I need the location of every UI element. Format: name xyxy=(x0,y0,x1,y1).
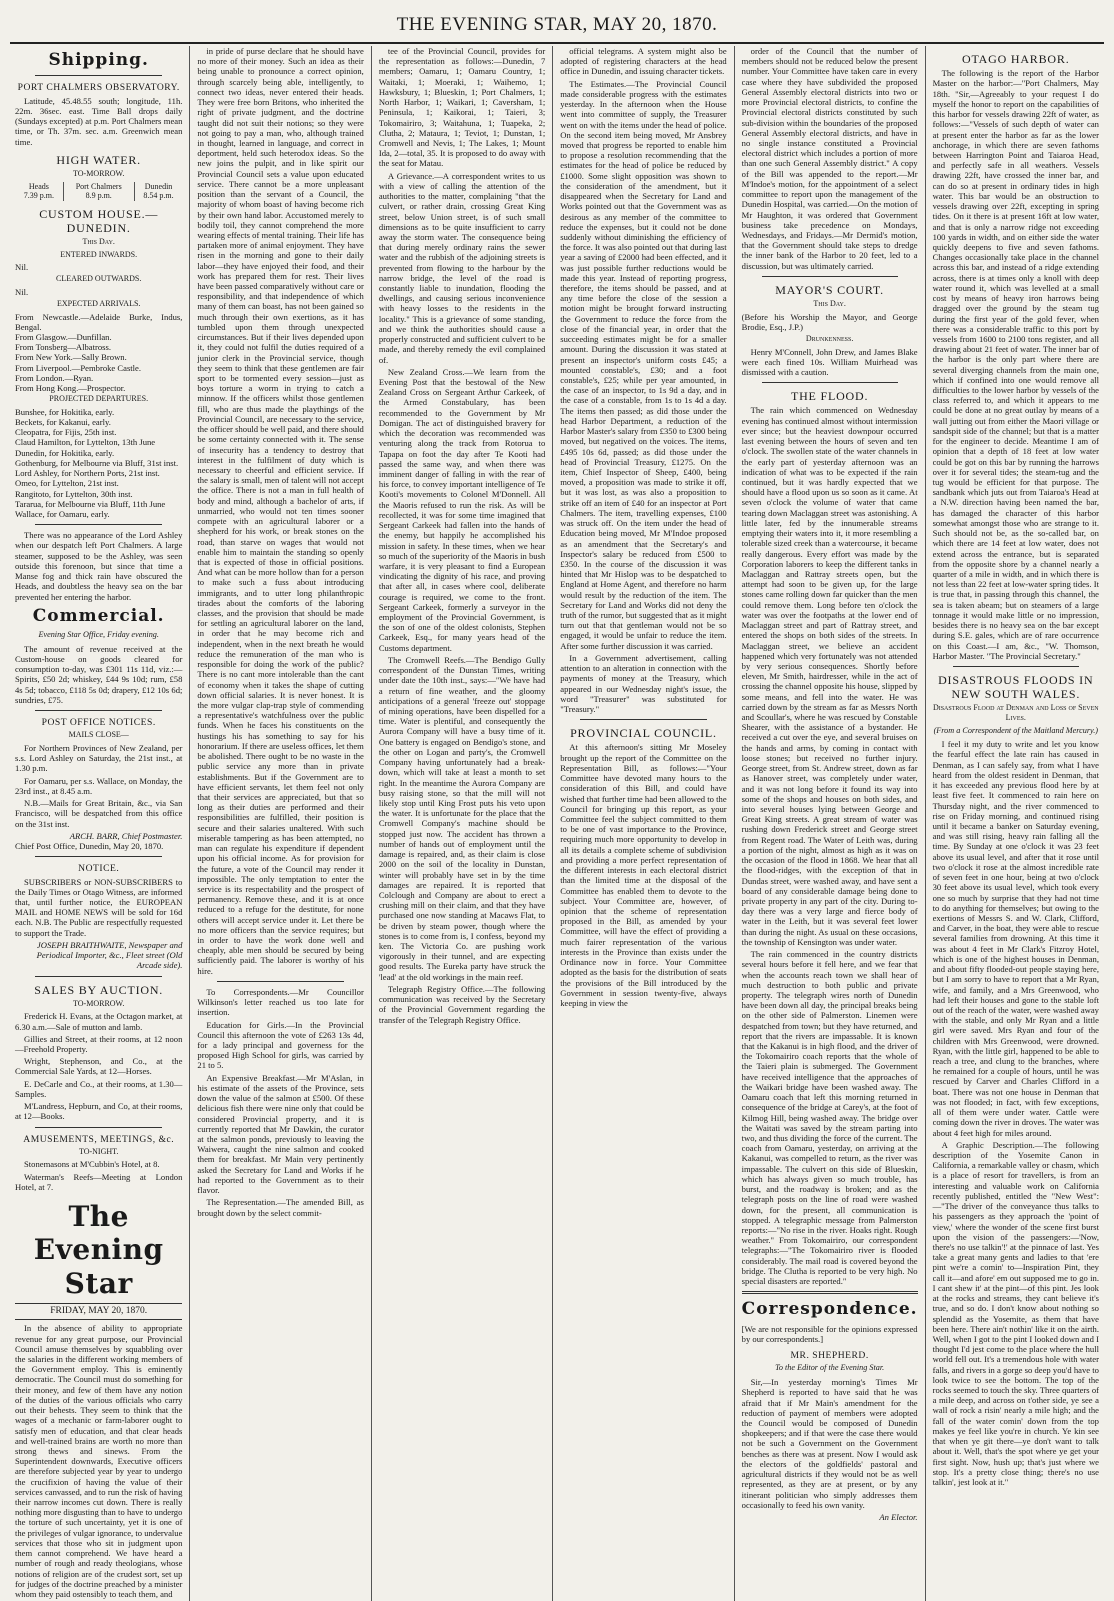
commercial-office: Evening Star Office, Friday evening. xyxy=(38,629,159,639)
post-signature: ARCH. BARR, Chief Postmaster. xyxy=(69,830,183,841)
divider xyxy=(35,710,162,711)
arrival-item: From Glasgow.—Dunfillan. xyxy=(15,332,112,342)
news-item: official telegrams. A system might also be adopted of registering characters at the head office in Dunedin, and issuing character tickets. xyxy=(560,46,727,77)
custom-house-day: This Day. xyxy=(82,237,115,247)
news-item: The Estimates.—The Provincial Council made considerable progress with the estimates yesterday. In the afternoon when the House went into committee of supply, the Treasurer went on with the items under the head of police. On the second item being moved, Mr Ansbrey moved that progress be reported to enable him to propose a resolution recommending that the estimates for the head of police be reduced by £1000. Some slight opposition was shown to the consideration of the amendment, but it disappeared when the Secretary for Land and Works pointed out that the Government was as desirous as any member of the committee to reduce the expenses, but it could not be done suddenly without diminishing the efficiency of the force. It was also pointed out that during last year a saving of £2000 had been effected, and it was just possible further reductions would be made this year. Instead of reporting progress, therefore, the items should be passed, and at any time before the close of the session a motion might be brought forward instructing the Government to reduce the force from the close of the financial year, in order that the succeeding estimates might be for a smaller amount. During the discussion it was stated at present an inspector's uniform costs £45; a mounted constable's, £30; and a foot constable's, £25; while per year amounted, in the case of an inspector, to 1s 9d a day, and in the case of a constable, from 1s to 1s 4d a day. The items then passed; as did those under the head Harbor Department, a reduction of the Harbor Master's salary from £350 to £300 being moved, but negatived on the voices. The items, £495 10s 6d, passed; as did those under the head of Provincial Treasury, £1275. On the item, Chief Inspector of Sheep, £400, being moved, a proposition was made to strike it off, but it was lost, as was also a proposition to strike off an item of £40 for an inspector at Port Chalmers. The item, travelling expenses, £100 was struck off. On the item under the head of Education being moved, Mr M'Indoe proposed as an amendment that the Secretary's and Inspector's salary be reduced from £500 to £350. In the course of the discussion it was hinted that Mr Hislop was to be despatched to England at Home Agent, and therefore no harm would result by the reduction of the item. The Secretary for Land and Works did not deny the truth of the rumor, but suggested that as it might turn out that that gentleman would not be so engaged, it would be unfair to reduce the item. After some further discussion it was carried. xyxy=(560,78,727,651)
news-item: A Grievance.—A correspondent writes to us with a view of calling the attention of the authorities to the matter, complaining "that the culvert, or rather drain, crossing Great King street, below Union street, is of such small dimensions as to be quite insufficient to carry away the storm water. The consequence being that during merely ordinary rains the sewer water and the rubbish of the adjoining streets is prevented from flowing to the harbour by the narrow bridge, the level of the road is constantly liable to inundation, flooding the dwellings, and causing serious inconvenience with heavy losses to the residents in the locality." This is a grievance of some standing, and we think the authorities should cause a properly constructed and sufficient culvert to be made, and thereby remedy the evil complained of. xyxy=(378,170,546,365)
mayors-court-heading: MAYOR'S COURT. xyxy=(775,282,884,297)
drunkenness-heading: Drunkenness. xyxy=(805,334,854,344)
column-3 xyxy=(371,46,552,1601)
amusements-tonight: TO-NIGHT. xyxy=(78,1146,119,1156)
notice-text: SUBSCRIBERS or NON-SUBSCRIBERS to the Daily Times or Otago Witness, are informed that, until further notice, the EUROPEAN MAIL and HOME NEWS will be sold for 16d each. N.B. The Public are respectfully requested to support the Trade. xyxy=(15,876,183,938)
columns-container xyxy=(8,46,1106,1599)
mayors-court-day: This Day. xyxy=(813,299,846,309)
post-text: For Northern Provinces of New Zealand, per s.s. Lord Ashley on Saturday, the 21st inst., at 1.30 p.m. xyxy=(15,742,183,774)
notice-heading: NOTICE. xyxy=(78,863,120,875)
amusement-item: Waterman's Reefs—Meeting at London Hotel, at 7. xyxy=(15,1171,183,1192)
news-item-education: Education for Girls.—In the Provincial Council this afternoon the vote of £263 13s 4d, for a lady principal and governess for the proposed High School for girls, was carried by 21 to 5. xyxy=(197,1019,364,1071)
auction-item: E. DeCarle and Co., at their rooms, at 1.30—Samples. xyxy=(15,1078,183,1099)
news-item-breakfast: An Expensive Breakfast.—Mr M'Aslan, in his estimate of the assets of the Province, sets down the value of the salmon at £500. Of these delicious fish there were nine only that could be considered Provincial property, and it is currently reported that Mr Dawkin, the curator at the salmon ponds, previously to leaving the Waiwera, caught the nine salmon and cooked them for breakfast. Mr Main very pertinently asked the Secretary for Land and Works if he had reported to the Government as to their flavor. xyxy=(197,1072,364,1196)
mails-close-label: MAILS CLOSE— xyxy=(68,730,129,740)
divider xyxy=(217,981,343,982)
shepherd-to-editor: To the Editor of the Evening Star. xyxy=(775,1363,885,1373)
divider xyxy=(35,1127,162,1128)
leader-dateline: FRIDAY, MAY 20, 1870. xyxy=(15,1303,182,1320)
amusements-heading: AMUSEMENTS, MEETINGS, &c. xyxy=(23,1133,175,1145)
divider xyxy=(35,976,162,977)
graphic-description-text: A Graphic Description.—The following description of the Yosemite Canon in California, a remarkable valley or chasm, which is a place of resort for travellers, is from an interesting and valuable work on California recently published, entitled the "New West":—"The driver of the conveyance thus talks to his passengers as they approach the 'point of view,' where the wonder of the scene first burst upon the vision of the passengers:—'Now, there's no use talkin'!' at the pinnace of last. Yes take a great many gents and ladies to that 'ere pint we're a comin' to—Inspiration Pint, they call it—and afore' em out supposed me to go in. I cant shew it' at the pint—of this pint. Jes look at the rocks and streams, they cant believe it's true, and so do. I don't know about nothing so splendid as the Yosemite, as them that have been here. There ain't nothin' like it on the airth. Well, when I got to the pint I looked down and I thought I'd jest come to the place where the hull world fell out. It's a tremendous hole with water falls, and rivers in a gorge so deep you'd have to look twice to see the bottom. The top of the rocks seemed to touch the sky. Three quarters of a mile deep, and across on t'other side, ye see a wall of rock a risin' nearly a mile high; and the fall of the water comin' down from the top makes ye feel like you're in church. Ye kin see that when ye git there—ye don't want to talk about it. Well, that's the spot where ye get your first sight. Now, hush up; that's just where we stop. It's a pretty close thing; there's no use talkin', jest look at it." xyxy=(932,1139,1099,1488)
departure-item: Omeo, for Lyttelton, 21st inst. xyxy=(15,478,119,489)
observatory-heading: PORT CHALMERS OBSERVATORY. xyxy=(17,82,180,94)
tide-table-header-row xyxy=(15,182,182,192)
tide-cell: Heads xyxy=(28,181,49,191)
divider xyxy=(580,719,706,720)
flood-text: The rain commenced in the country districts several hours before it fell here, and we fear that when the accounts reach town we shall hear of much destruction to both public and private property. The telegraph wires north of Dunedin have been down all day, the principal breaks being on the other side of Palmerston. Linemen were despatched from town; but they have returned, and report that the rivers are impassable. It is known that the Kakanui is in high flood, and the driver of the Tokomairiro coach reports that the whole of the Taieri plain is submerged. The Government have received intelligence that the approaches of the Waikari bridge have been washed away. The Oamaru coach that left this morning returned in consequence of the bridge at Carey's, at the foot of Kilmog Hill, being washed away. The bridge over the Waitati was saved by the stream parting into two, and thus dividing the force of the current. The coach from Oamaru, yesterday, on arriving at the Kakanui, was compelled to return, as the river was impassable. The culvert on this side of Blueskin, which has always given so much trouble, has burst, and the roadway is broken; and as the telegraph posts on the line of road were washed down, for the present, all communication is stopped. A telegraphic message from Palmerston reports:—"No rise in the river. Hoaks right. Rough weather." From Tokomairiro, our correspondent telegraphs:—"The Tokomairiro river is flooded considerably. The mail road is covered beyond the bridge. The Clutha is reported to be very high. No special disasters are reported." xyxy=(741,949,918,1287)
news-item: Telegraph Registry Office.—The following communication was received by the Secretary of the Provincial Government regarding the transfer of the Telegraph Registry Office. xyxy=(378,983,546,1025)
provincial-council-text: At this afternoon's sitting Mr Moseley brought up the report of the Committee on the Representation Bill, as follows:—"Your Committee have devoted many hours to the consideration of this Bill, and could have wished that further time had been allowed to the Council for bringing up this report, as your Committee feel the subject committed to them to be one of vast importance to the Province, requiring much more opportunity to develop in all its details a complete scheme of subdivision and providing a more perfect representation of the different interests in each electoral district than the limited time at the disposal of the Committee has enabled them to devote to the subject. Your Committee are, however, of opinion that the scheme of representation proposed in the Bill, as amended by your Committee, will have the effect of providing a much fairer representation of the various interests in the Province than exists under the Ordinance now in force. Your Committee adopted as the basis for the distribution of seats the provisions of the Bill introduced by the Government in session twenty-five, always keeping in view the xyxy=(560,742,727,1008)
news-item-representation: The Representation.—The amended Bill, as brought down by the select commit- xyxy=(197,1197,364,1218)
amusement-item: Stonemasons at M'Cubbin's Hotel, at 8. xyxy=(24,1159,160,1170)
leader-article: In the absence of ability to appropriate revenue for any great purpose, our Provincial Council amuse themselves by squabbling over the salaries in the different working members of the Government employ. This is eminently democratic. The Council must do something for their money, and few of them have any notion of the duties of the various officials who carry out their behests. They seem to think that the wages of a mechanic or farm-laborer ought to satisfy men of education, and that clear heads and well-trained brains are worth no more than strong thews and sinews. From the Superintendent downwards, Executive officers are therefore subjected year by year to undergo the crucifixion of having the value of their services canvassed, and to run the risk of having their narrow incomes cut down. There is really nothing more disgusting than to have to undergo the torture of such uncertainty, yet it is one of the privileges of vulgar ignorance, to undervalue services that those who sit in judgment upon them cannot comprehend. We have heard a number of rough and ready theologians, whose notions of religion are of the crudest sort, set up for judges of the doctrine preached by a minister whom they paid ostensibly to teach them, and xyxy=(15,1323,183,1599)
notice-signature: JOSEPH BRAITHWAITE, Newspaper and Periodical Importer, &c., Fleet street (Old Arcade side). xyxy=(36,939,183,971)
column-1 xyxy=(8,46,189,1601)
lord-ashley-text: There was no appearance of the Lord Ashley when our despatch left Port Chalmers. A large steamer, supposed to be the Ashley, was seen outside this forenoon, but since that time a Manse fog and thick rain have obscured the Heads, and doubtless the heavy sea on the bar prevented her entering the harbor. xyxy=(15,530,183,602)
entered-inwards-text: Nil. xyxy=(15,262,29,273)
departure-item: Beckets, for Kakanui, early. xyxy=(15,417,111,428)
auction-tomorrow: TO-MORROW. xyxy=(73,998,125,1008)
departure-item: Lord Ashley, for Northern Ports, 21st inst. xyxy=(15,468,160,479)
news-item: In a Government advertisement, calling attention to an alteration in connection with the payments of money at the Treasury, which appeared in our Wednesday night's issue, the word "Treasurer" was substituted for "Treasury." xyxy=(560,652,727,714)
page-masthead xyxy=(10,6,1104,44)
high-water-tomorrow: TO-MORROW. xyxy=(73,168,125,178)
commercial-text: The amount of revenue received at the Custom-house on goods cleared for consumption to-day, was £301 11s 11d, viz.:—Spirits, £50 2d; whiskey, £44 9s 10d; rum, £58 4s 5d; tobacco, £118 5s 0d; drapery, £12 10s 6d; sundries, £75. xyxy=(15,643,183,705)
tide-cell: 7.39 p.m. xyxy=(23,191,54,201)
post-signature-place: Chief Post Office, Dunedin, May 20, 1870. xyxy=(15,840,164,851)
auction-heading: SALES BY AUCTION. xyxy=(34,982,164,997)
high-water-heading: HIGH WATER. xyxy=(56,152,141,167)
floods-nsw-heading: DISASTROUS FLOODS IN NEW SOUTH WALES. xyxy=(938,672,1094,702)
arrival-item: From Liverpool.—Pembroke Castle. xyxy=(15,362,142,373)
observatory-text: Latitude, 45.48.55 south; longitude, 11h. 22m. 36sec. east. Time Ball drops daily (Sundays excepted) at p.m. Port Chalmers mean time, or Th. 37m. sec. a.m. Greenwich mean time. xyxy=(15,95,183,147)
mayors-court-text: Henry M'Connell, John Drew, and James Blake were each fined 10s. William Muirhead was dismissed with a caution. xyxy=(741,346,918,377)
mayors-court-before: (Before his Worship the Mayor, and George Brodie, Esq., J.P.) xyxy=(741,311,918,332)
tide-cell: 8.9 p.m. xyxy=(63,191,134,201)
paper-title: The Evening Star xyxy=(33,1200,164,1300)
tide-table-row xyxy=(15,191,182,201)
auction-item: Gillies and Street, at their rooms, at 12 noon—Freehold Property. xyxy=(15,1033,183,1054)
arrival-item: From Hong Kong.—Prospector. xyxy=(15,383,126,394)
news-item: The Cromwell Reefs.—The Bendigo Gully correspondent of the Dunstan Times, writing under date the 10th inst., says:—"We have had a return of fine weather, and the gloomy anticipations of a general 'freeze out' stoppage of mining operations, have been dispelled for a time. Water is plentiful, and consequently the Aurora Company will have a busy time of it. One battery is engaged on Bendigo's stone, and the other on Logan and party's, the Cromwell Company having unfortunately had a break-down, which will take at least a month to set right. In the meantime the Aurora Company are busy raising stone, so that the mill will not likely stop until King Frost puts his veto upon the water. It is unfortunate for the place that the Cromwell Company's machine should be stopped just now. The accident has thrown a number of hands out of employment until the damage is repaired, and, as their claim is close 2000 on the soil of the locality in Dunstan, winter will probably have set in by the time damages are repaired. It is reported that Colclough and Company are about to erect a crushing mill on their claim, and that they have purchased one now standing at Macaws Flat, to be driven by steam power, though where the stones is to come from is, I confess, beyond my ken. The Victoria Co. are pushing work vigorously in their tunnel, and are expecting good results. The Eureka party have struck the 'lead' at the old workings in the main reef. xyxy=(378,654,546,982)
shepherd-heading: MR. SHEPHERD. xyxy=(790,1349,869,1361)
divider xyxy=(762,382,898,383)
post-office-heading: POST OFFICE NOTICES. xyxy=(41,717,156,729)
arrival-item: From London.—Ryan. xyxy=(15,372,94,383)
flood-heading: THE FLOOD. xyxy=(790,389,869,404)
correspondence-heading: Correspondence. xyxy=(741,1299,918,1320)
divider xyxy=(35,524,162,525)
departure-item: Wallace, for Oamaru, early. xyxy=(15,509,110,520)
column-6 xyxy=(925,46,1106,1601)
departure-item: Bunshee, for Hokitika, early. xyxy=(15,406,115,417)
auction-item: M'Landress, Hepburn, and Co, at their rooms, at 12—Books. xyxy=(15,1101,183,1122)
masthead-title: THE EVENING STAR, MAY 20, 1870. xyxy=(396,14,718,35)
cleared-outwards-text: Nil. xyxy=(15,286,29,297)
commercial-heading: Commercial. xyxy=(32,605,165,626)
cleared-outwards-heading: CLEARED OUTWARDS. xyxy=(56,274,142,284)
departures-heading: PROJECTED DEPARTURES. xyxy=(49,394,149,404)
arrivals-heading: EXPECTED ARRIVALS. xyxy=(56,299,141,309)
shepherd-signature: An Elector. xyxy=(879,1511,918,1522)
floods-nsw-source: (From a Correspondent of the Maitland Mercury.) xyxy=(933,725,1098,735)
divider xyxy=(742,1291,918,1294)
tide-cell: 8.54 p.m. xyxy=(134,191,182,201)
arrival-item: From Tonsberg—Albatross. xyxy=(15,342,111,353)
provincial-council-heading: PROVINCIAL COUNCIL. xyxy=(570,726,717,741)
news-item: tee of the Provincial Council, provides for the representation as follows:—Dunedin, 7 members; Oamaru, 1; Oamaru Country, 1; Waitaki, 1; Moeraki, 1; Waihemo, 1; Hawksbury, 1; Blueskin, 1; Port Chalmers, 1; North Harbor, 1; Waikari, 1; Caversham, 1; Peninsula, 1; Kaikorai, 1; Taieri, 3; Tokomairiro, 3; Waitahuna, 1; Tuapeka, 2; Clutha, 2; Mataura, 1; Teviot, 1; Dunstan, 1; Cromwell and Nevis, 1; The Lakes, 1; Mount Ida, 2—total, 35. It is proposed to do away with the seat for Matau. xyxy=(378,46,546,169)
flood-text: The rain which commenced on Wednesday evening has continued almost without intermission ever since; but the heaviest downpour occurred last evening between the hours of seven and ten o'clock. The swollen state of the water channels in the early part of yesterday afternoon was an indication of what was to be expected if the rain continued, but it was hardly expected that we should have a flood upon us so soon as it came. At seven o'clock the volume of water that came tearing down Maclaggan street was astonishing. A little later, fed by the innumerable streams emptying their waters into it, it more resembling a tolerable sized creek than a watercourse, it became really dangerous. Every effort was made by the Corporation laborers to keep the different tanks in Maclaggan and Rattray streets open, but the attempt had soon to be given up, for the large stones came rolling down far quicker than the men could remove them. Long before ten o'clock the water was over the footpaths at the lower end of Maclaggan street and part of Rattray street, and entered the shops on both sides of the streets. In Maclaggan street, we believe an accident happened which very fortunately was not attended by very serious consequences. Shortly before eleven, Mr Smith, hairdresser, while in the act of crossing the channel opposite his house, slipped by some means, and fell into the water. He was carried down by the stream as far as Messrs North and Scoullar's, where he was rescued by Constable Shearer, with the assistance of a bystander. He received a cut over the eye, and several bruises on the hands and arms, by coming in contact with loose stones; but received no further injury. George street, from St. Andrew street, down as far as Hanover street, was completely under water, and it was not long before it found its way into some of the shops and houses on both sides, and into several houses lying between George and Great King streets. A great stream of water was rushing down Frederick street and George street from Regent road. The Water of Leith was, during a portion of the night, almost as high as it was on the occasion of the flood in 1868. We hear that all the flood-ridges, with the exception of that in Dundas street, were washed away, and have sent a board of any considerable damage being done to private property in any part of the city. During to-day there was a very large and fierce body of water in the Leith, but it was several feet lower than during the night. As usual on these occasions, the township of Kensington was under water. xyxy=(741,405,918,947)
news-item-correspondents: To Correspondents.—Mr Councillor Wilkinson's letter reached us too late for insertion. xyxy=(197,986,364,1018)
departure-item: Claud Hamilton, for Lyttelton, 13th June xyxy=(15,437,156,448)
post-text: For Oamaru, per s.s. Wallace, on Monday, the 23rd inst., at 8.45 a.m. xyxy=(15,775,183,796)
departure-item: Cleopatra, for Fijis, 25th inst. xyxy=(15,427,117,438)
departure-item: Tararua, for Melbourne via Bluff, 11th June xyxy=(15,498,166,509)
post-text: N.B.—Mails for Great Britain, &c., via San Francisco, will be despatched from this office on the 31st inst. xyxy=(15,798,183,829)
tide-table xyxy=(15,182,182,201)
divider xyxy=(953,666,1079,667)
harbor-text: The following is the report of the Harbor Master on the harbor:—"Port Chalmers, May 18th. "Sir,—Agreeably to your request I do myself the honor to report on the capabilities of this harbor for vessels drawing 22ft of water, as follows:—"Vessels of such depth of water can at present enter the harbor as far as the lower anchorage, in which there are seven fathoms between Harrington Point and Taiaroa Head, and perfectly safe in all weathers. Vessels drawing 22ft, have crossed the inner bar, and can do so at present in ordinary tides in high water. This bar would be an obstruction to vessels drawing over 22ft, excepting in spring tides. On it there is at present 16ft at low water, and that is only a narrow ridge not exceeding 100 yards in width, and on either side the water quickly deepens to five and seven fathoms. Changes occasionally take place in the channel across this bar, and instead of a ridge extending across, there is at times only a knoll with deep water round it, which was levelled at a small cost by means of heavy iron harrows being dragged over the ground by the steam tug during the first year of the gold fever, when there was a considerable traffic to this port by vessels from 1600 to 2100 tons register, and all drawing about 21 feet of water. The inner bar of the harbor is the only part where there are several diverging channels from the main one, which if confined into one would remove all difficulties to the lower harbor by vessels of the class referred to, and which it appears to me could be done at no great outlay by means of a wall jutting out from either the Maori village or sandspit side of the channel; but that is a matter for the engineer to decide. Meantime I am of opinion that a depth of 18 feet at low water could be got on this bar by running the harrows over it for several tides; the steam-tug and the tug would be efficient for that purpose. The sandbank which juts out from Taiaroa's Head at a N.W. direction having been named the bar, has damaged the character of this harbor somewhat amongst those who are strange to it. Such should not be, as the so-called bar, on which there are 14 feet at low water, does not extend across the entrance, but is separated from the opposite shore by a channel nearly a quarter of a mile in width, and in which there is not less than 22 feet at low-water spring tides. It is true that, in passing through this channel, the sea is taken abeam; but on steamers of a large tonnage it would make little or no impression, besides there is no heavy sea on the bar except during S.E. gales, which are of rare occurrence on this Coast.—I am, &c., "W. Thomson, Harbor Master. "The Provincial Secretary." xyxy=(932,68,1099,661)
correspondence-note: [We are not responsible for the opinions expressed by our correspondents.] xyxy=(741,1323,918,1344)
divider xyxy=(35,75,162,76)
auction-item: Wright, Stephenson, and Co., at the Commercial Sale Yards, at 12—Horses. xyxy=(15,1056,183,1077)
shipping-heading: Shipping. xyxy=(48,50,149,70)
auction-item: Frederick H. Evans, at the Octagon market, at 6.30 a.m.—Sale of mutton and lamb. xyxy=(15,1011,183,1032)
divider xyxy=(762,276,898,277)
column-2 xyxy=(189,46,370,1601)
departure-item: Rangitoto, for Lyttelton, 30th inst. xyxy=(15,488,133,499)
departure-item: Dunedin, for Hokitika, early. xyxy=(15,447,115,458)
leader-continued: in pride of purse declare that he should have no more of their money. Such an idea as their being unable to pronounce a correct opinion, through scarcely being able, intelligently, to connect two ideas, never entered their heads. They were free born Britons, who inherited the right of private judgment, and the doctrine taught did not suit their notions; so they were not going to pay a man, who, although trained in thought, learned in language, and correct in deportment, held such heterodox ideas. So the new joins the pulpit, and in like spirit our Provincial Council sets a value upon educated service. There cannot be a more unpleasant position than the servant of a Council, the majority of whom boast of having become rich by their own hand labor. Accustomed merely to bodily toil, they cannot comprehend the more wearing effects of mental training. Their life has partaken more of animal enjoyment. They have risen in the morning and gone to their daily labor—they have enjoyed their food, and their work has prepared them for rest. Their lives have been passed comparatively without care or responsibility, and that independence of which many of them can boast, has not been gained so much through their own exertions, as it has tumbled upon them through unexpected circumstances. But if their lives depended upon it, they could not fulfil the duties required of a junior clerk in the Provincial service, though they seem to think that these gentlemen are fair sport to be tormented every session—just as boys torture a worm in trying to catch a minnow. If the officers whilst those gentlemen fill, who are thus made the playthings of the Provincial Council, are necessary to the service, the officer should be well paid, and there should be some certainty connected with it. The sense of insecurity has a tendency to destroy that interest in the fulfilment of duty which is necessary to cheerful and efficient service. If the salary is small, men of talent will not accept the office. There is not a man in full health of body and mind, although a bachelor of arts, if unmarried, who would not ten times sooner compete with an agricultural laborer or a shepherd for his work, or break stones on the road, than starve on wages that would not enable him to maintain the standing so openly that is expected of those in official positions. And what can be more hollow than for a person to make such a fuss about introducing immigrants, and to utter long philanthropic tirades about the comforts of the laboring classes, and the provision that should be made for settling an agricultural laborer on the land, in order that he may become rich and independent, when in the next breath he would reduce the remuneration of the man who is responsible for doing the work of the public? There is no cant more intolerable than the cant of economy when it takes the shape of cutting down official salaries. It is never honest. It is the more vulgar clap-trap style of commending a representative's watchfulness over the public funds. When he faces his constituents on the hustings his has something to say for his honorarium. If there are useless offices, let them be abolished. There ought to be no waste in the public service any more than in private establishments. But if the Government are to have efficient servants, let them feel not only that their services are appreciated, but that so long as their duties are performed and their responsibilities are fulfilled, their position is secure and their salaries unaltered. With such miserable tampering as has been attempted, no man can regulate his expenditure if dependent upon his official income. As for provision for the future, a vote of the Council may render it impossible. The only temptation to enter the service is its respectability and the prospect of permanency. Remove these, and it is at once reduced to a refuge for the destitute, for none others will accept service under it. Let there be no more officers than the service requires; but in order to have the work done well and cheaply, able men should be secured by being sufficiently paid. The laborer is worthy of his hire. xyxy=(197,46,364,976)
shepherd-letter: Sir,—In yesterday morning's Times Mr Shepherd is reported to have said that he was afraid that if Mr Main's amendment for the reduction of payment of members were adopted the Council would be composed of Dunedin shopkeepers; and if that were the case there would not be such a Government on the Government benches as there was at present. Now I would ask the electors of the goldfields' pastoral and agricultural districts if they would not be as well represented, as they are at present, or by any itinerant politician who simply addresses them occasionally to feed his own vanity. xyxy=(741,1377,918,1510)
tide-cell: Port Chalmers xyxy=(63,182,134,192)
entered-inwards-heading: ENTERED INWARDS. xyxy=(60,249,138,259)
floods-nsw-text: I feel it my duty to write and let you know the fearful effect the late rain has caused in Denman, as I can safely say, from what I have heard from the oldest resident in Denman, that it has exceeded any previous flood here by at least five feet. It commenced to rain here on Thursday night, and the river commenced to rise on Friday morning, and continued rising until it became a banker on Saturday evening, and was still rising, heavy rain falling all the time. By Sunday at one o'clock it was 23 feet above its usual level, and after that it rose until two o'clock it rose at the almost incredible rate of seven feet in one hour, being at two o'clock 30 feet above its usual level, which took every one so much by surprise that they had not time to do anything for themselves; but owing to the exertions of Messrs S. and W. Clark, Clifford, and Carver, in the boat, they were able to rescue several families from drowning. At this time it was about 4 feet in Mr Clark's Fitzroy Hotel, which is one of the highest houses in Denman, and about fifty flooded-out people staying here, but I am sorry to have to report that a Mr Ryan, wife, and family, and a Mrs Greenwood, who had left their houses and gone to the stable loft out of the reach of the water, were washed away with the stable, and only Mr Ryan and a little girl were saved. Mrs Ryan and four of the children with Mrs Greenwood, were drowned. Ryan, with the little girl, happened to be able to reach a tree, and clung to the branches, where he remained for a couple of hours, until he was rescued by Carver and Charles Clifford in a boat. There was not one house in Denman that was not flooded; in fact, with few exceptions, all of them were under water. Cattle were coming down the river in droves. The water was about 4 feet high for miles around. xyxy=(932,739,1099,1138)
arrival-item: From Newcastle.—Adelaide Burke, Indus, Bengal. xyxy=(15,311,183,332)
provincial-council-continued: order of the Council that the number of members should not be reduced below the present number. Your Committee have taken care in every case where they have subdivided the proposed General Assembly electoral districts into two or more Provincial electoral districts, to confine the Provincial electoral districts constituted by such sub-division within the boundaries of the proposed General Assembly electoral districts, and have in no single instance constituted a Provincial electoral district which includes a portion of more than one such General Assembly district." A copy of the Bill was appended to the report.—Mr M'Indoe's motion, for the appointment of a select committee to report upon the management of the Dunedin Hospital, was carried.—On the motion of Mr Haughton, it was ordered that Government business take precedence on Mondays, Wednesdays, and Fridays.—Mr Dermid's motion, that the Government should take steps to dredge the inner bank of the Harbor to 20 feet, led to a discussion, but was ultimately carried. xyxy=(741,46,918,271)
custom-house-heading: CUSTOM HOUSE.—DUNEDIN. xyxy=(39,206,159,235)
harbor-heading: OTAGO HARBOR. xyxy=(962,52,1070,66)
column-4 xyxy=(552,46,733,1601)
news-item: New Zealand Cross.—We learn from the Evening Post that the bestowal of the New Zealand Cross on Sergeant Arthur Carkeek, of the Armed Constabulary, has been recommended to the Government by Mr Domigan. The act of distinguished bravery for which the decoration was recommended was venturing along the track from Rotorua to Tapapa on foot the day after Te Kooti had passed the same way, and when there was imminent danger of falling in with the rear of his force, to convey important intelligence of Te Kooti's movements to Colonel M'Donnell. All the Maoris refused to run the risk. As will be recollected, it was for some time imagined that Sergeant Carkeek had fallen into the hands of the enemy, but happily he accomplished his mission in safety. In these times, when we hear so much of the superiority of the Maoris in bush warfare, it is very pleasant to find a European vindicating the dignity of his race, and proving that after all, in cases where cool, deliberate courage is required, we come to the front. Sergeant Carkeek, formerly a surveyor in the employment of the Provincial Government, is the son of one of the oldest colonists, Stephen Carkeek, Esq., for many years head of the Customs department. xyxy=(378,366,546,653)
column-5 xyxy=(734,46,925,1601)
arrival-item: From New York.—Sally Brown. xyxy=(15,352,127,363)
divider xyxy=(35,856,162,857)
floods-nsw-subheading: Disastrous Flood at Denman and Loss of Seven Lives. xyxy=(932,703,1099,722)
departure-item: Gothenburg, for Melbourne via Bluff, 31st inst. xyxy=(15,457,179,468)
tide-cell: Dunedin xyxy=(134,182,182,192)
